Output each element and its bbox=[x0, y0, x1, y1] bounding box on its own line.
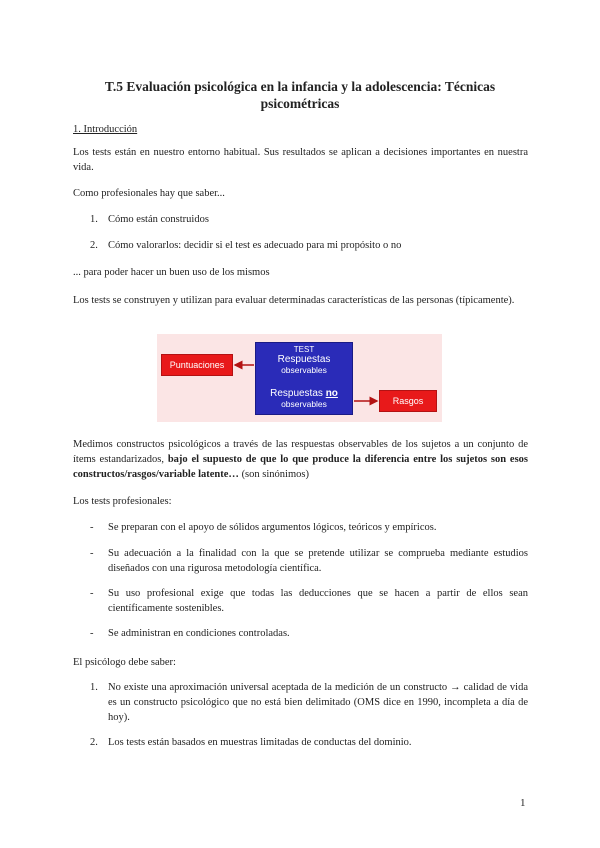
list-number: 2. bbox=[90, 240, 98, 251]
intro-paragraph: Los tests están en nuestro entorno habitual. Sus resultados se aplican a decisiones importantes en nuestra vida. bbox=[73, 147, 528, 173]
no-observables-label: observables bbox=[281, 399, 327, 409]
list-number: 1. bbox=[90, 682, 98, 693]
test-diagram bbox=[157, 334, 442, 422]
no-word: no bbox=[325, 388, 338, 399]
profesionales-intro: Como profesionales hay que saber... bbox=[73, 188, 225, 199]
respuestas-no-prefix: Respuestas bbox=[270, 388, 326, 399]
page-number: 1 bbox=[520, 797, 526, 809]
respuestas-label: Respuestas bbox=[277, 354, 331, 365]
bullet: - bbox=[90, 548, 94, 559]
list-item: Cómo valorarlos: decidir si el test es adecuado para mi propósito o no bbox=[108, 240, 402, 251]
list-number: 2. bbox=[90, 737, 98, 748]
list-item: No existe una aproximación universal aceptada de la medición de un constructo → calidad de vida es un constructo psicológico que no está bien delimitado (OMS dice en 1990, incompleta a día de hoy). bbox=[108, 682, 528, 723]
bullet: - bbox=[90, 588, 94, 599]
bullet: - bbox=[90, 628, 94, 639]
buen-uso-text: ... para poder hacer un buen uso de los mismos bbox=[73, 267, 270, 278]
tests-profesionales-heading: Los tests profesionales: bbox=[73, 496, 172, 507]
list-item: Los tests están basados en muestras limitadas de conductas del dominio. bbox=[108, 737, 412, 748]
list-item: Su uso profesional exige que todas las deducciones que se hacen a partir de ellos sean científicamente sostenibles. bbox=[108, 588, 528, 614]
list-number: 1. bbox=[90, 214, 98, 225]
test-label: TEST bbox=[293, 345, 315, 354]
test-box bbox=[255, 342, 353, 415]
medimos-paragraph bbox=[73, 437, 528, 482]
list-item: Cómo están construidos bbox=[108, 214, 209, 225]
construyen-paragraph: Los tests se construyen y utilizan para evaluar determinadas características de las personas (típicamente). bbox=[73, 295, 515, 306]
list-item: Se administran en condiciones controladas. bbox=[108, 628, 290, 639]
observables-label: observables bbox=[281, 365, 327, 375]
section-heading: 1. Introducción bbox=[73, 124, 138, 135]
bullet: - bbox=[90, 522, 94, 533]
rasgos-box: Rasgos bbox=[379, 390, 437, 412]
medimos-part1: Medimos constructos psicológicos a través de las respuestas observables de los sujetos a un conjunto de ítems estandarizados, bbox=[73, 439, 528, 465]
list-item: Se preparan con el apoyo de sólidos argumentos lógicos, teóricos y empíricos. bbox=[108, 522, 437, 533]
medimos-bold: bajo el supuesto de que lo que produce la diferencia entre los sujetos son esos constructos/rasgos/variable latente… bbox=[73, 454, 528, 480]
medimos-part2: (son sinónimos) bbox=[238, 469, 309, 480]
list-item: Su adecuación a la finalidad con la que se pretende utilizar se comprueba mediante estudios diseñados con una rigurosa metodología científica. bbox=[108, 548, 528, 574]
psicologo-heading: El psicólogo debe saber: bbox=[73, 657, 176, 668]
document-title: T.5 Evaluación psicológica en la infancia y la adolescencia: Técnicas psicométricas bbox=[104, 79, 496, 111]
puntuaciones-box: Puntuaciones bbox=[161, 354, 233, 376]
